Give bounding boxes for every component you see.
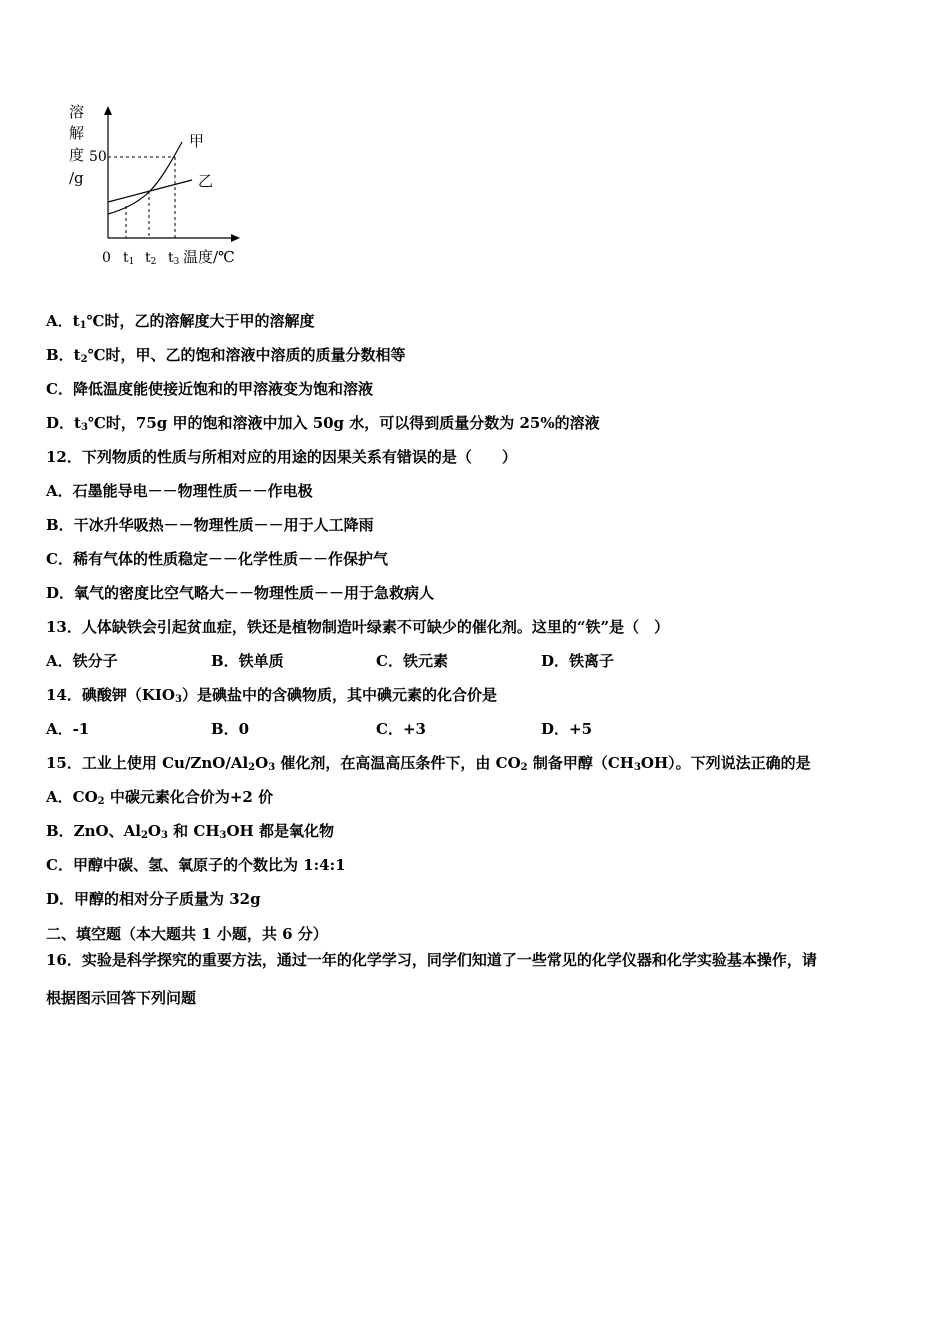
q13-stem: 13．人体缺铁会引起贫血症，铁还是植物制造叶绿素不可缺少的催化剂。这里的“铁”是（ ）: [46, 618, 670, 636]
x-axis-arrow: [231, 234, 240, 242]
y-tick-50: 50: [89, 149, 107, 165]
x-t1-label: t1: [123, 250, 135, 267]
q15-option-d: D．甲醇的相对分子质量为 32g: [46, 890, 261, 908]
y-axis-arrow: [104, 106, 112, 115]
q14-option-b: B．0: [211, 720, 250, 738]
q14-option-d: D．+5: [541, 720, 593, 738]
q13-option-a: A．铁分子: [46, 652, 118, 670]
q12-option-b: B．干冰升华吸热－－物理性质－－用于人工降雨: [46, 516, 374, 534]
y-axis-label-char: 溶: [69, 103, 85, 121]
curve-jia: [108, 142, 182, 214]
x-origin-label: 0: [102, 250, 111, 266]
y-axis-label-char: /g: [69, 169, 84, 187]
q15-option-a: A．$CO_2$ 中碳元素化合价为+2 价: [46, 788, 274, 807]
q14-option-c: C．+3: [376, 720, 426, 738]
q13-option-d: D．铁离子: [541, 652, 615, 670]
y-axis-label-char: 度: [69, 146, 85, 164]
q12-option-d: D．氧气的密度比空气略大－－物理性质－－用于急救病人: [46, 584, 435, 602]
q13-option-b: B．铁单质: [211, 652, 284, 670]
x-t2-label: t2: [145, 250, 157, 267]
curve-yi-label: 乙: [198, 172, 214, 190]
section-heading: 二、填空题（本大题共 1 小题，共 6 分）: [46, 925, 328, 943]
x-axis-label: 温度/℃: [183, 248, 235, 266]
q16-line-2: 根据图示回答下列问题: [46, 989, 197, 1007]
q14-options: [46, 719, 706, 739]
x-t3-label: t3: [168, 250, 180, 267]
q12-stem: 12．下列物质的性质与所相对应的用途的因果关系有错误的是（ ）: [46, 448, 517, 466]
q14-option-a: A．-1: [46, 720, 90, 738]
q11-option-a: A．$t_1℃$时，乙的溶解度大于甲的溶解度: [46, 312, 315, 331]
q13-options: [46, 651, 706, 671]
q11-option-c: C．降低温度能使接近饱和的甲溶液变为饱和溶液: [46, 380, 373, 398]
q15-option-c: C．甲醇中碳、氢、氧原子的个数比为 1:4:1: [46, 856, 346, 874]
curve-jia-label: 甲: [189, 132, 205, 150]
q12-option-c: C．稀有气体的性质稳定－－化学性质－－作保护气: [46, 550, 388, 568]
solubility-graph: [60, 98, 260, 276]
q11-option-d: D．$t_3℃$时，75g 甲的饱和溶液中加入 50g 水，可以得到质量分数为 25%的溶液: [46, 414, 600, 433]
q15-option-b: B．ZnO、$Al_2O_3$ 和 $CH_3OH$ 都是氧化物: [46, 822, 334, 841]
q15-stem: 15．工业上使用 $Cu/ZnO/Al_2O_3$ 催化剂，在高温高压条件下，由 $CO_2$ 制备甲醇$(CH_3OH)$。下列说法正确的是: [46, 754, 811, 773]
y-axis-label-char: 解: [69, 124, 85, 142]
q13-option-c: C．铁元素: [376, 652, 448, 670]
q16-line-1: 16．实验是科学探究的重要方法，通过一年的化学学习，同学们知道了一些常见的化学仪器和化学实验基本操作，请: [46, 951, 817, 969]
curve-yi: [108, 180, 192, 202]
q11-option-b: B．$t_2℃$时，甲、乙的饱和溶液中溶质的质量分数相等: [46, 346, 406, 365]
q12-option-a: A．石墨能导电－－物理性质－－作电极: [46, 482, 313, 500]
q14-stem: 14．碘酸钾$(KIO_3)$是碘盐中的含碘物质，其中碘元素的化合价是: [46, 686, 497, 705]
